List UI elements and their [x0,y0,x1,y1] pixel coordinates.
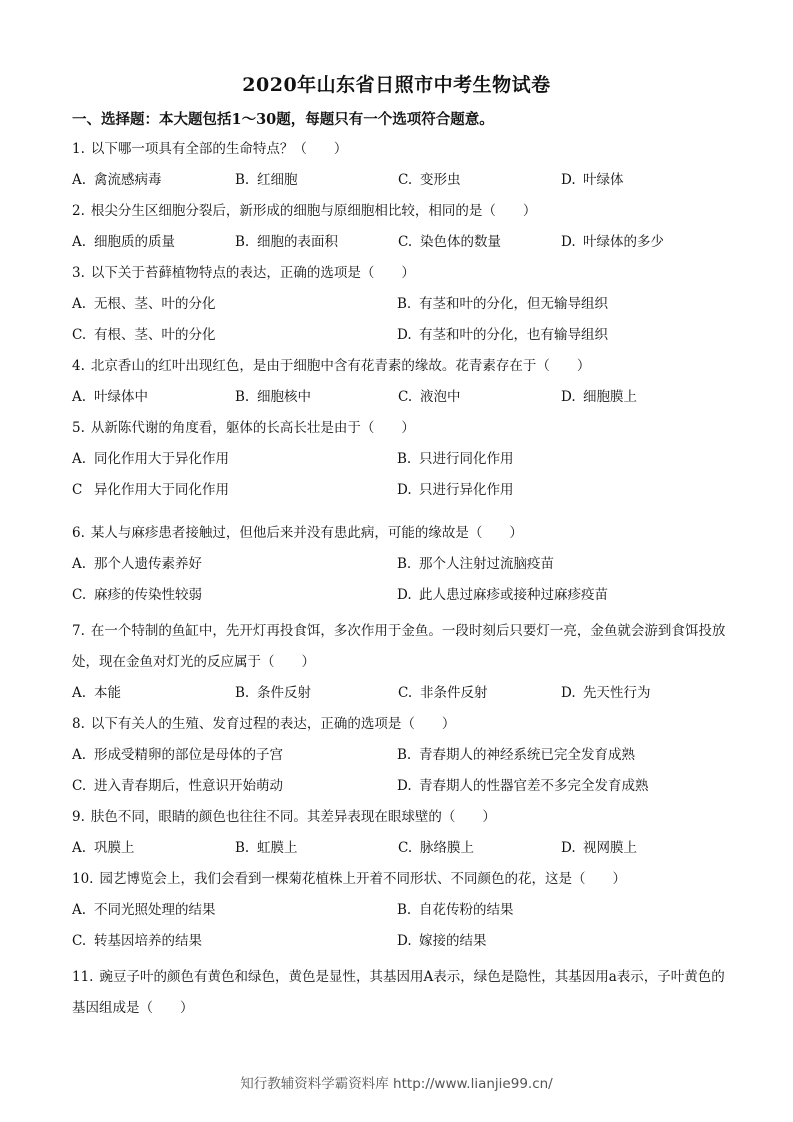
option-text: 叶绿体 [583,172,624,188]
footer-watermark: 知行教辅资料学霸资料库 http://www.lianjie99.cn/ [240,1076,553,1092]
option-label: C. [72,933,87,949]
option-b [235,387,398,407]
option-text: 只进行同化作用 [419,451,514,467]
option-row [72,683,732,703]
option-c [398,170,561,190]
option-text: 有茎和叶的分化，也有输导组织 [419,327,608,343]
option-text: 那个人遗传素养好 [94,556,202,572]
option-label: D. [561,234,576,250]
option-label: A. [72,296,87,312]
option-text: 异化作用大于同化作用 [94,482,229,498]
option-text: 有根、茎、叶的分化 [94,327,216,343]
option-text: 虹膜上 [257,840,298,856]
question-number: 3. [72,265,85,281]
question-stem [72,201,732,221]
option-d [561,232,724,252]
option-text: 红细胞 [257,172,298,188]
question-stem [72,139,732,159]
option-a [72,838,235,858]
option-label: C. [398,840,413,856]
option-grid [72,554,732,605]
option-label: C. [72,327,87,343]
option-text: 青春期人的性器官差不多完全发育成熟 [419,778,649,794]
option-label: C. [72,587,87,603]
option-label: D. [561,389,576,405]
option-label: A. [72,747,87,763]
question-number: 7. [72,623,85,639]
question-text: 以下有关人的生殖、发育过程的表达，正确的选项是（ ） [90,716,456,732]
question-text: 某人与麻疹患者接触过，但他后来并没有患此病，可能的缘故是（ ） [90,525,523,541]
option-label: B. [235,234,250,250]
question-text: 豌豆子叶的颜色有黄色和绿色，黄色是显性，其基因用A表示，绿色是隐性，其基因用a表示，子叶黄色的基因组成是（ ） [72,969,725,1016]
option-text: 视网膜上 [583,840,637,856]
option-text: 嫁接的结果 [419,933,487,949]
option-b [397,745,722,765]
question-text: 以下哪一项具有全部的生命特点？（ ） [90,141,348,157]
option-label: A. [72,685,87,701]
option-a [72,683,235,703]
option-b [397,449,722,469]
option-label: C. [398,685,413,701]
section-heading: 一、选择题：本大题包括1～30题，每题只有一个选项符合题意。 [72,111,494,128]
option-text: 变形虫 [420,172,461,188]
option-label: B. [235,685,250,701]
question-number: 4. [72,358,85,374]
option-label: B. [397,296,412,312]
option-text: 那个人注射过流脑疫苗 [419,556,554,572]
option-text: 转基因培养的结果 [94,933,202,949]
question-stem [72,523,732,543]
option-c [72,325,397,345]
question-text: 在一个特制的鱼缸中，先开灯再投食饵，多次作用于金鱼。一段时刻后只要灯一亮，金鱼就会游到食饵投放处，现在金鱼对灯光的反应属于（ ） [72,623,726,670]
option-label: A. [72,389,87,405]
option-row [72,232,732,252]
option-label: D. [561,685,576,701]
option-b [397,294,722,314]
option-label: A. [72,902,87,918]
question-number: 11. [72,969,94,985]
option-a [72,554,397,574]
option-label: A. [72,556,87,572]
question-stem [72,356,732,376]
option-text: 脉络膜上 [420,840,474,856]
question-stem [72,962,732,1024]
option-label: C. [398,234,413,250]
question-text: 肤色不同，眼睛的颜色也往往不同。其差异表现在眼球壁的（ ） [90,809,496,825]
question-stem [72,263,732,283]
question-text: 以下关于苔藓植物特点的表达，正确的选项是（ ） [90,265,415,281]
option-label: B. [397,556,412,572]
option-label: B. [397,451,412,467]
option-c [398,838,561,858]
option-d [397,325,722,345]
option-text: 先天性行为 [583,685,651,701]
option-grid [72,294,732,345]
option-text: 禽流感病毒 [94,172,162,188]
option-label: C. [398,389,413,405]
option-text: 细胞膜上 [583,389,637,405]
option-label: D. [397,933,412,949]
option-label: C. [72,778,87,794]
question-number: 2. [72,203,85,219]
option-label: C [72,482,83,498]
option-c [398,387,561,407]
option-label: C. [398,172,413,188]
option-text: 自花传粉的结果 [419,902,514,918]
option-c [72,776,397,796]
option-a [72,449,397,469]
question-stem [72,807,732,827]
option-b [235,838,398,858]
option-a [72,232,235,252]
option-text: 细胞的表面积 [257,234,338,250]
option-label: D. [397,482,412,498]
option-d [397,585,722,605]
option-c [398,232,561,252]
option-text: 染色体的数量 [420,234,501,250]
option-b [397,900,722,920]
option-text: 不同光照处理的结果 [94,902,216,918]
option-label: A. [72,234,87,250]
question-number: 5. [72,420,85,436]
question-stem [72,714,732,734]
question-text: 从新陈代谢的角度看，躯体的长高长壮是由于（ ） [90,420,415,436]
option-label: D. [397,778,412,794]
option-label: B. [235,389,250,405]
option-d [561,683,724,703]
option-text: 巩膜上 [94,840,135,856]
page-title: 2020年山东省日照市中考生物试卷 [242,74,551,96]
option-c [72,585,397,605]
question-number: 9. [72,809,85,825]
option-text: 细胞质的质量 [94,234,175,250]
option-text: 非条件反射 [420,685,488,701]
option-label: D. [561,840,576,856]
option-a [72,294,397,314]
option-d [561,387,724,407]
option-label: A. [72,840,87,856]
option-grid [72,745,732,796]
option-label: B. [397,747,412,763]
option-label: B. [397,902,412,918]
question-list [72,139,732,1029]
question-text: 北京香山的红叶出现红色，是由于细胞中含有花青素的缘故。花青素存在于（ ） [90,358,591,374]
option-b [235,683,398,703]
question-number: 1. [72,141,85,157]
option-row [72,387,732,407]
question-stem [72,418,732,438]
option-text: 有茎和叶的分化，但无输导组织 [419,296,608,312]
option-text: 进入青春期后，性意识开始萌动 [94,778,283,794]
question-stem [72,616,732,678]
option-b [397,554,722,574]
option-label: D. [397,587,412,603]
option-label: D. [561,172,576,188]
option-label: B. [235,840,250,856]
option-label: A. [72,172,87,188]
option-text: 细胞核中 [257,389,311,405]
option-b [235,170,398,190]
option-text: 此人患过麻疹或接种过麻疹疫苗 [419,587,608,603]
option-text: 叶绿体中 [94,389,148,405]
option-text: 同化作用大于异化作用 [94,451,229,467]
option-text: 液泡中 [420,389,461,405]
option-text: 青春期人的神经系统已完全发育成熟 [419,747,635,763]
option-a [72,900,397,920]
option-row [72,170,732,190]
option-a [72,745,397,765]
option-d [397,480,722,500]
option-label: A. [72,451,87,467]
option-c [398,683,561,703]
question-text: 根尖分生区细胞分裂后，新形成的细胞与原细胞相比较，相同的是（ ） [90,203,537,219]
question-number: 10. [72,871,94,887]
question-number: 8. [72,716,85,732]
option-d [561,170,724,190]
option-text: 无根、茎、叶的分化 [94,296,216,312]
option-grid [72,900,732,951]
option-c [72,480,397,500]
option-row [72,838,732,858]
option-text: 叶绿体的多少 [583,234,664,250]
question-text: 园艺博览会上，我们会看到一棵菊花植株上开着不同形状、不同颜色的花，这是（ ） [99,871,626,887]
option-label: B. [235,172,250,188]
option-d [561,838,724,858]
option-text: 麻疹的传染性较弱 [94,587,202,603]
option-text: 只进行异化作用 [419,482,514,498]
option-text: 形成受精卵的部位是母体的子宫 [94,747,283,763]
option-a [72,387,235,407]
option-c [72,931,397,951]
option-text: 本能 [94,685,121,701]
question-stem [72,869,732,889]
question-number: 6. [72,525,85,541]
option-d [397,776,722,796]
option-text: 条件反射 [257,685,311,701]
option-a [72,170,235,190]
option-d [397,931,722,951]
option-label: D. [397,327,412,343]
option-grid [72,449,732,500]
option-b [235,232,398,252]
